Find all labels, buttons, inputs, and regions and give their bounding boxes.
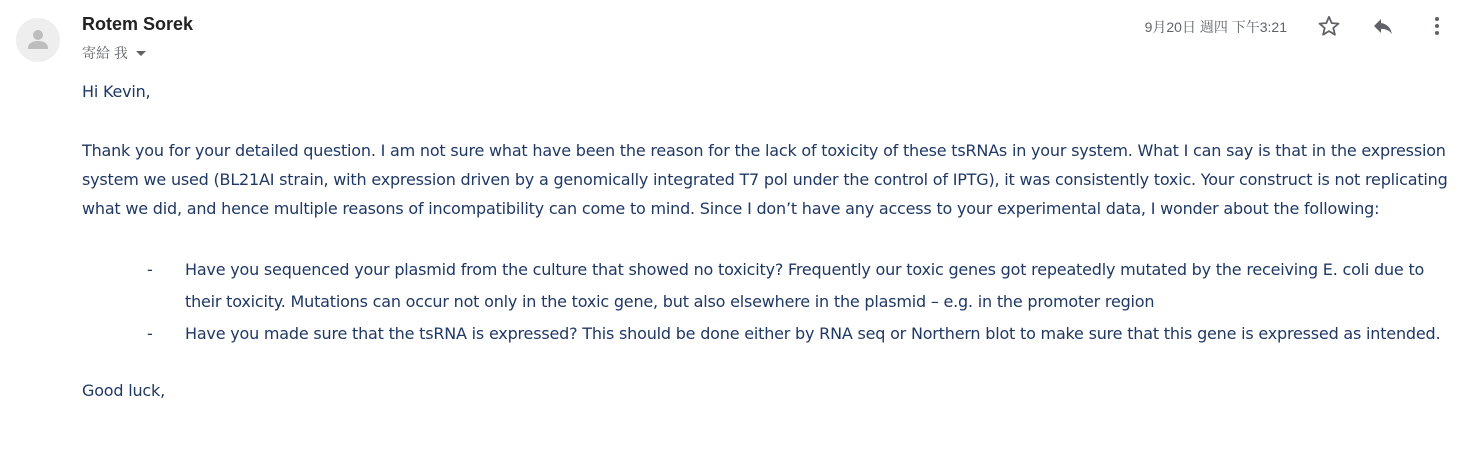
- message-timestamp: 9月20日 週四 下午3:21: [1144, 19, 1287, 35]
- closing: Good luck,: [82, 381, 165, 400]
- star-icon: [1317, 14, 1341, 38]
- reply-icon: [1371, 14, 1395, 38]
- person-icon: [16, 18, 60, 62]
- more-options-button[interactable]: [1421, 10, 1453, 42]
- star-button[interactable]: [1313, 10, 1345, 42]
- sender-avatar[interactable]: [16, 18, 60, 62]
- reply-button[interactable]: [1367, 10, 1399, 42]
- sender-name[interactable]: Rotem Sorek: [82, 14, 194, 34]
- caret-down-icon[interactable]: [136, 51, 146, 56]
- list-item: [147, 254, 1452, 318]
- bullet-list: [82, 254, 1452, 350]
- list-item: [147, 318, 1452, 350]
- bullet-marker: -: [147, 324, 153, 343]
- more-vert-icon: [1425, 14, 1449, 38]
- bullet-text: Have you sequenced your plasmid from the culture that showed no toxicity? Frequently our toxic genes got repeatedly mutated by the receiving E. coli due to their toxicity. Mutations can occur not only in the toxic gene, but also elsewhere in the plasmid – e.g. in the promoter region: [185, 260, 1425, 311]
- greeting: Hi Kevin,: [82, 82, 151, 101]
- message-body: [82, 78, 1452, 405]
- bullet-text: Have you made sure that the tsRNA is expressed? This should be done either by RNA seq or Northern blot to make sure that this gene is expressed as intended.: [185, 324, 1441, 343]
- recipient-details[interactable]: [82, 43, 146, 63]
- body-paragraph: Thank you for your detailed question. I am not sure what have been the reason for the lack of toxicity of these tsRNAs in your system. What I can say is that in the expression system we used (BL21AI strain, with expression driven by a genomically integrated T7 pol under the control of IPTG), it was consistently toxic. Your construct is not replicating what we did, and hence multiple reasons of incompatibility can come to mind. Since I don’t have any access to your experimental data, I wonder about the following:: [82, 141, 1448, 218]
- bullet-marker: -: [147, 260, 153, 279]
- recipient-label: 寄給 我: [82, 45, 128, 61]
